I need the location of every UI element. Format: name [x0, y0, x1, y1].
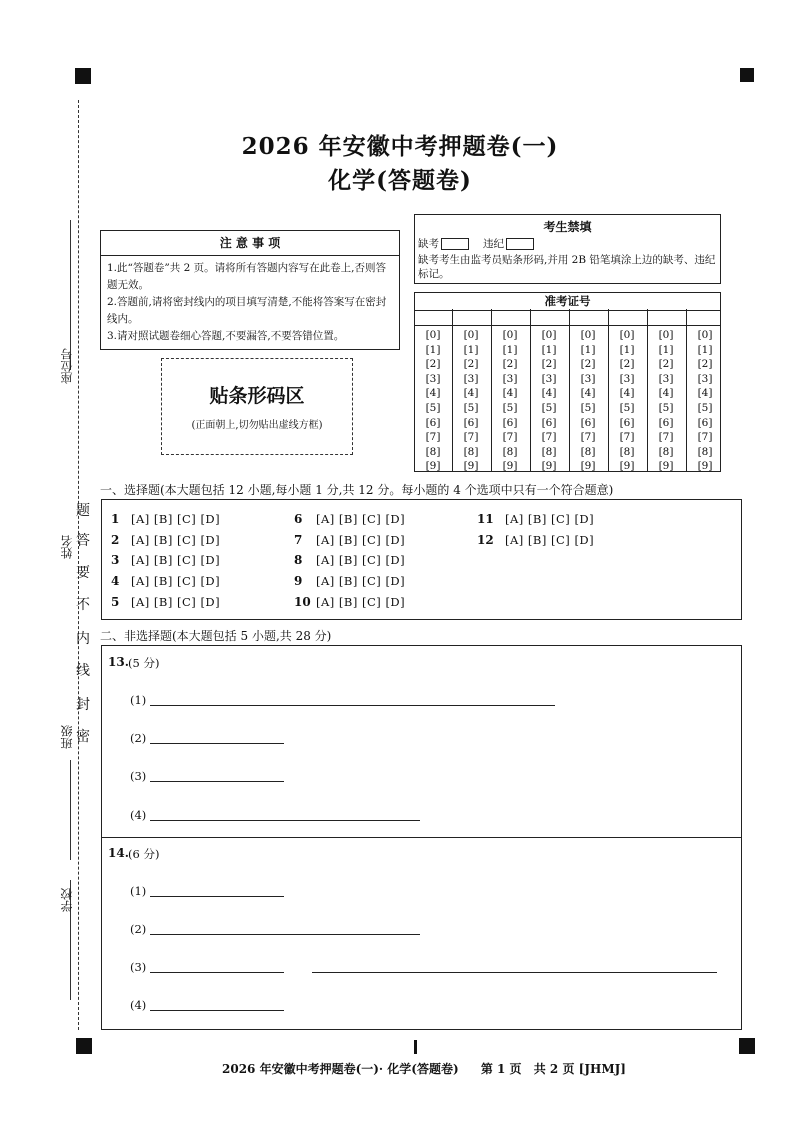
admission-digit-bubble[interactable]: [7]	[658, 431, 674, 444]
page-subtitle: 化学(答题卷)	[328, 167, 472, 194]
admission-digit-bubble[interactable]: [6]	[697, 416, 713, 429]
examinee-instruction: 缺考考生由监考员贴条形码,并用 2B 铅笔填涂上边的缺考、违纪标记。	[418, 254, 716, 280]
q14-answer-line-2[interactable]	[150, 934, 420, 935]
admission-digit-bubble[interactable]: [1]	[502, 343, 518, 356]
choice-options[interactable]: [A] [B] [C] [D]	[131, 553, 221, 567]
notes-item: 2.答题前,请将密封线内的项目填写清楚,不能将答案写在密封线内。	[107, 296, 387, 325]
admission-digit-bubble[interactable]: [3]	[463, 372, 479, 385]
admission-digit-bubble[interactable]: [8]	[425, 445, 441, 458]
admission-digit-bubble[interactable]: [7]	[541, 431, 557, 444]
admission-digit-column	[573, 328, 603, 474]
admission-digit-bubble[interactable]: [5]	[463, 401, 479, 414]
school-label: 学校	[60, 888, 74, 912]
choice-question-number: 8	[294, 553, 303, 567]
name-label: 姓名	[60, 535, 74, 559]
q13-answer-line-4[interactable]	[150, 820, 420, 821]
admission-digit-bubble[interactable]: [3]	[619, 372, 635, 385]
class-label: 班级	[60, 725, 74, 749]
seat-label: 座位号	[60, 348, 74, 384]
choice-options[interactable]: [A] [B] [C] [D]	[131, 533, 221, 547]
admission-digit-bubble[interactable]: [9]	[580, 460, 596, 473]
admission-digit-bubble[interactable]: [0]	[425, 329, 441, 341]
admission-digit-column	[456, 328, 486, 474]
admission-digit-bubble[interactable]: [3]	[580, 372, 596, 385]
admission-digit-bubble[interactable]: [4]	[697, 387, 713, 400]
q13-part: (2)	[130, 731, 147, 745]
footer-page: 第 1 页	[480, 1062, 522, 1076]
q14-part: (2)	[130, 922, 147, 936]
admission-digit-bubble[interactable]: [1]	[697, 343, 713, 356]
admission-digit-bubble[interactable]: [4]	[463, 387, 479, 400]
choice-question-number: 7	[294, 533, 303, 547]
admission-digit-bubble[interactable]: [0]	[658, 329, 674, 341]
choice-question-number: 12	[477, 533, 494, 547]
choice-question-number: 2	[111, 533, 120, 547]
barcode-subtitle: (正面朝上,切勿贴出虚线方框)	[191, 420, 323, 431]
admission-digit-bubble[interactable]: [3]	[541, 372, 557, 385]
admission-digit-bubble[interactable]: [0]	[502, 329, 518, 341]
seal-char: 不	[76, 597, 90, 613]
seal-char: 要	[76, 565, 90, 581]
admission-column-divider	[647, 309, 648, 472]
admission-digit-bubble[interactable]: [8]	[619, 445, 635, 458]
q13-answer-line-1[interactable]	[150, 705, 555, 706]
choice-options[interactable]: [A] [B] [C] [D]	[316, 595, 406, 609]
q13-answer-line-2[interactable]	[150, 743, 284, 744]
page-title: 2026 年安徽中考押题卷(一)	[241, 133, 559, 160]
class-line	[70, 760, 71, 860]
admission-digit-bubble[interactable]: [4]	[580, 387, 596, 400]
admission-digit-bubble[interactable]: [2]	[619, 358, 635, 371]
admission-digit-bubble[interactable]: [9]	[425, 460, 441, 473]
admission-digit-bubble[interactable]: [7]	[425, 431, 441, 444]
admission-digit-bubble[interactable]: [1]	[580, 343, 596, 356]
admission-digit-bubble[interactable]: [8]	[658, 445, 674, 458]
admission-digit-bubble[interactable]: [0]	[580, 329, 596, 341]
admission-digit-bubble[interactable]: [6]	[502, 416, 518, 429]
alignment-mark-top-right	[740, 68, 754, 82]
admission-digit-bubble[interactable]: [9]	[658, 460, 674, 473]
choice-options[interactable]: [A] [B] [C] [D]	[505, 512, 595, 526]
choice-question-number: 3	[111, 553, 120, 567]
admission-column-divider	[530, 309, 531, 472]
admission-digit-bubble[interactable]: [1]	[463, 343, 479, 356]
admission-digit-bubble[interactable]: [4]	[658, 387, 674, 400]
admission-digit-bubble[interactable]: [4]	[502, 387, 518, 400]
admission-digit-bubble[interactable]: [0]	[619, 329, 635, 341]
alignment-mark-bottom-left	[76, 1038, 92, 1054]
absent-checkbox[interactable]	[441, 238, 469, 250]
admission-column-divider	[452, 309, 453, 472]
q14-answer-line-4[interactable]	[150, 1010, 284, 1011]
choice-question-number: 11	[477, 512, 494, 526]
admission-digit-bubble[interactable]: [4]	[541, 387, 557, 400]
barcode-area	[161, 358, 353, 455]
admission-digit-bubble[interactable]: [0]	[697, 329, 713, 341]
footer-total: 共 2 页	[533, 1062, 575, 1076]
q13-answer-line-3[interactable]	[150, 781, 284, 782]
admission-digit-column	[651, 328, 681, 474]
admission-digit-bubble[interactable]: [5]	[580, 401, 596, 414]
admission-digit-bubble[interactable]: [2]	[541, 358, 557, 371]
admission-digit-bubble[interactable]: [2]	[697, 358, 713, 371]
admission-digit-column	[690, 328, 720, 474]
choice-question-number: 6	[294, 512, 303, 526]
barcode-title: 贴条形码区	[209, 385, 305, 407]
violation-label: 违纪	[483, 238, 504, 250]
q14-part: (3)	[130, 960, 147, 974]
admission-digit-bubble[interactable]: [1]	[425, 343, 441, 356]
absent-label: 缺考	[418, 238, 439, 250]
footer-text: 2026 年安徽中考押题卷(一)· 化学(答题卷)	[222, 1062, 459, 1076]
admission-digit-bubble[interactable]: [8]	[502, 445, 518, 458]
notes-heading: 注 意 事 项	[101, 231, 399, 256]
q13-part: (3)	[130, 769, 147, 783]
admission-digit-column	[495, 328, 525, 474]
examinee-heading: 考生禁填	[543, 220, 592, 234]
footer	[222, 1060, 626, 1077]
violation-checkbox[interactable]	[506, 238, 534, 250]
seal-char: 密	[76, 729, 90, 745]
choice-options[interactable]: [A] [B] [C] [D]	[316, 553, 406, 567]
footer-code: [JHMJ]	[578, 1062, 626, 1076]
seal-char: 内	[76, 631, 90, 647]
choice-question-number: 5	[111, 595, 120, 609]
seal-char: 题	[76, 503, 90, 519]
admission-digit-bubble[interactable]: [1]	[658, 343, 674, 356]
choice-options[interactable]: [A] [B] [C] [D]	[131, 512, 221, 526]
q14-answer-line-1[interactable]	[150, 896, 284, 897]
admission-digit-bubble[interactable]: [9]	[502, 460, 518, 473]
admission-digit-bubble[interactable]: [5]	[502, 401, 518, 414]
admission-digit-bubble[interactable]: [6]	[541, 416, 557, 429]
admission-digit-bubble[interactable]: [4]	[619, 387, 635, 400]
admission-column-divider	[569, 309, 570, 472]
notes-item: 3.请对照试题卷细心答题,不要漏答,不要答错位置。	[107, 330, 345, 342]
admission-digit-bubble[interactable]: [6]	[463, 416, 479, 429]
admission-digit-bubble[interactable]: [3]	[502, 372, 518, 385]
admission-digit-bubble[interactable]: [8]	[463, 445, 479, 458]
admission-digit-bubble[interactable]: [7]	[463, 431, 479, 444]
admission-digit-bubble[interactable]: [5]	[697, 401, 713, 414]
q14-answer-line-3b[interactable]	[312, 972, 717, 973]
seal-char: 线	[76, 663, 90, 679]
admission-digit-bubble[interactable]: [1]	[619, 343, 635, 356]
admission-heading: 准考证号	[415, 293, 720, 311]
q13-score: (5 分)	[128, 656, 160, 670]
admission-digit-bubble[interactable]: [2]	[658, 358, 674, 371]
admission-digit-bubble[interactable]: [6]	[619, 416, 635, 429]
admission-digit-bubble[interactable]: [7]	[502, 431, 518, 444]
q13-part: (1)	[130, 693, 147, 707]
admission-digit-bubble[interactable]: [8]	[541, 445, 557, 458]
choice-options[interactable]: [A] [B] [C] [D]	[131, 595, 221, 609]
admission-digit-column	[612, 328, 642, 474]
admission-digit-column	[418, 328, 448, 474]
center-mark	[414, 1040, 417, 1054]
admission-digit-bubble[interactable]: [3]	[697, 372, 713, 385]
admission-digit-column	[534, 328, 564, 474]
admission-write-row[interactable]	[415, 311, 720, 326]
q14-label: 14.	[108, 846, 129, 860]
notes-box	[100, 230, 400, 350]
admission-digit-bubble[interactable]: [7]	[619, 431, 635, 444]
admission-digit-bubble[interactable]: [9]	[619, 460, 635, 473]
admission-digit-bubble[interactable]: [5]	[619, 401, 635, 414]
admission-digit-bubble[interactable]: [2]	[580, 358, 596, 371]
admission-column-divider	[686, 309, 687, 472]
admission-digit-bubble[interactable]: [5]	[425, 401, 441, 414]
section2-heading: 二、非选择题(本大题包括 5 小题,共 28 分)	[100, 629, 332, 643]
admission-digit-bubble[interactable]: [6]	[658, 416, 674, 429]
question-divider	[101, 837, 742, 838]
admission-digit-bubble[interactable]: [5]	[541, 401, 557, 414]
choice-options[interactable]: [A] [B] [C] [D]	[316, 533, 406, 547]
choice-options[interactable]: [A] [B] [C] [D]	[316, 512, 406, 526]
admission-digit-bubble[interactable]: [2]	[463, 358, 479, 371]
admission-digit-bubble[interactable]: [3]	[425, 372, 441, 385]
admission-column-divider	[491, 309, 492, 472]
q13-label: 13.	[108, 655, 129, 669]
admission-digit-bubble[interactable]: [4]	[425, 387, 441, 400]
admission-digit-bubble[interactable]: [6]	[580, 416, 596, 429]
q14-score: (6 分)	[128, 847, 160, 861]
admission-digit-bubble[interactable]: [2]	[502, 358, 518, 371]
choice-question-number: 9	[294, 574, 303, 588]
seal-char: 封	[76, 697, 90, 713]
q14-part: (1)	[130, 884, 147, 898]
examinee-box	[414, 214, 721, 284]
seal-char: 答	[76, 533, 90, 549]
alignment-mark-bottom-right	[739, 1038, 755, 1054]
admission-digit-bubble[interactable]: [1]	[541, 343, 557, 356]
choice-question-number: 4	[111, 574, 120, 588]
choice-question-number: 10	[294, 595, 311, 609]
admission-digit-bubble[interactable]: [6]	[425, 416, 441, 429]
q13-part: (4)	[130, 808, 147, 822]
choice-options[interactable]: [A] [B] [C] [D]	[131, 574, 221, 588]
admission-column-divider	[608, 309, 609, 472]
admission-digit-bubble[interactable]: [0]	[541, 329, 557, 341]
admission-digit-bubble[interactable]: [8]	[580, 445, 596, 458]
admission-digit-bubble[interactable]: [9]	[541, 460, 557, 473]
alignment-mark-top-left	[75, 68, 91, 84]
admission-digit-bubble[interactable]: [2]	[425, 358, 441, 371]
section1-heading: 一、选择题(本大题包括 12 小题,每小题 1 分,共 12 分。每小题的 4 个选项中只有一个符合题意)	[100, 483, 614, 497]
admission-digit-bubble[interactable]: [9]	[697, 460, 713, 473]
admission-digit-bubble[interactable]: [8]	[697, 445, 713, 458]
choice-options[interactable]: [A] [B] [C] [D]	[316, 574, 406, 588]
admission-digit-bubble[interactable]: [9]	[463, 460, 479, 473]
admission-digit-bubble[interactable]: [3]	[658, 372, 674, 385]
admission-digit-bubble[interactable]: [7]	[580, 431, 596, 444]
admission-digit-bubble[interactable]: [0]	[463, 329, 479, 341]
notes-item: 1.此“答题卷”共 2 页。请将所有答题内容写在此卷上,否则答题无效。	[107, 262, 386, 291]
choice-options[interactable]: [A] [B] [C] [D]	[505, 533, 595, 547]
q14-part: (4)	[130, 998, 147, 1012]
notes-list	[101, 256, 399, 349]
q14-answer-line-3a[interactable]	[150, 972, 284, 973]
admission-digit-bubble[interactable]: [5]	[658, 401, 674, 414]
admission-digit-bubble[interactable]: [7]	[697, 431, 713, 444]
choice-question-number: 1	[111, 512, 120, 526]
